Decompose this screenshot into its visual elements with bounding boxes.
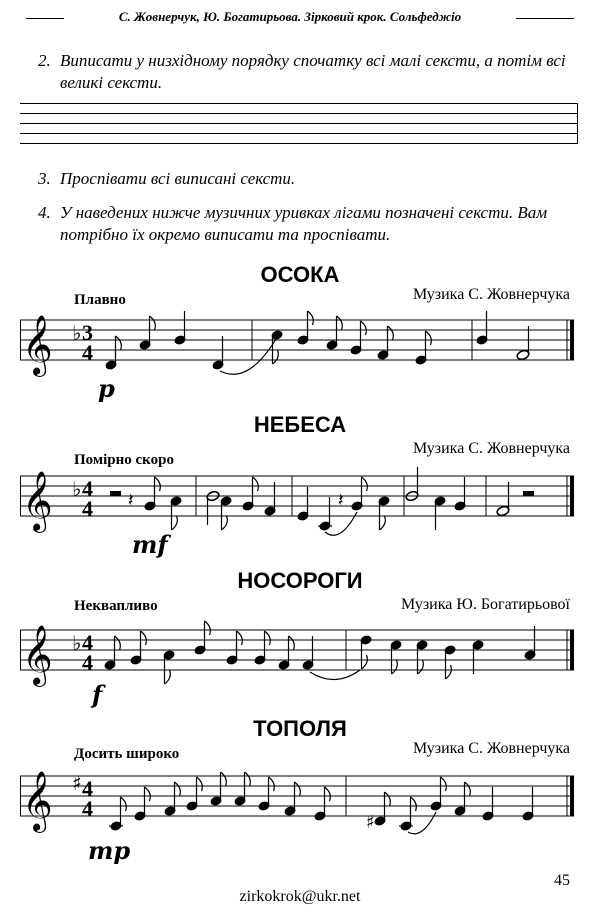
svg-text:♭: ♭ xyxy=(72,321,82,345)
page-number: 45 xyxy=(554,872,570,889)
header-rule-right xyxy=(516,18,574,19)
dynamic-marking: p xyxy=(98,374,115,403)
task-text: Проспівати всі виписані сексти. xyxy=(60,169,296,188)
svg-text:♭: ♭ xyxy=(72,477,82,501)
time-bottom: 4 xyxy=(82,650,93,675)
song-title: НОСОРОГИ xyxy=(237,568,363,593)
svg-text:𝄞: 𝄞 xyxy=(22,771,53,831)
music-staff-nebesa xyxy=(20,456,580,556)
header-rule-left xyxy=(26,18,64,19)
composer: Музика С. Жовнерчука xyxy=(412,740,570,757)
tempo-marking: Досить широко xyxy=(74,746,180,762)
page-header xyxy=(26,8,574,28)
task-text: У наведених нижче музичних уривках лігами позначені сексти. Вам потрібно їх окремо виписати та проспівати. xyxy=(60,203,548,244)
svg-text:♯: ♯ xyxy=(366,812,375,833)
music-staff-nosorohy xyxy=(20,610,580,710)
task-text: Виписати у низхідному порядку спочатку всі малі сексти, а потім всі великі сексти. xyxy=(60,51,566,92)
svg-text:𝄞: 𝄞 xyxy=(22,315,53,375)
time-bottom: 4 xyxy=(82,796,93,821)
composer: Музика С. Жовнерчука xyxy=(412,440,570,457)
svg-text:𝄽: 𝄽 xyxy=(128,490,134,511)
tempo-marking: Неквапливо xyxy=(74,598,158,614)
time-top: 4 xyxy=(82,476,93,501)
song-title: ТОПОЛЯ xyxy=(253,716,347,741)
task-3 xyxy=(38,168,570,190)
song-title: НЕБЕСА xyxy=(253,412,347,437)
time-bottom: 4 xyxy=(82,496,93,521)
svg-text:𝄞: 𝄞 xyxy=(22,471,53,531)
dynamic-marking: mf xyxy=(132,530,168,559)
time-top: 4 xyxy=(82,630,93,655)
svg-text:𝄽: 𝄽 xyxy=(338,490,344,511)
footer-email: zirkokrok@ukr.net xyxy=(239,888,361,905)
blank-staff xyxy=(20,103,578,147)
svg-text:♭: ♭ xyxy=(72,631,82,655)
time-bottom: 4 xyxy=(82,340,93,365)
dynamic-marking: f xyxy=(92,680,103,709)
composer: Музика Ю. Богатирьової xyxy=(401,596,570,613)
song-title: ОСОКА xyxy=(260,262,340,287)
task-number: 4. xyxy=(38,203,51,222)
tempo-marking: Плавно xyxy=(74,292,126,308)
time-top: 3 xyxy=(82,320,93,345)
time-top: 4 xyxy=(82,776,93,801)
header-title: С. Жовнерчук, Ю. Богатирьова. Зірковий крок. Сольфеджіо xyxy=(118,9,462,24)
composer: Музика С. Жовнерчука xyxy=(412,286,570,303)
dynamic-marking: mp xyxy=(88,836,131,865)
svg-text:♯: ♯ xyxy=(72,771,82,795)
task-number: 2. xyxy=(38,51,51,70)
task-number: 3. xyxy=(38,169,51,188)
tempo-marking: Помірно скоро xyxy=(74,452,174,468)
svg-text:𝄞: 𝄞 xyxy=(22,625,53,685)
task-2 xyxy=(38,50,570,94)
task-4 xyxy=(38,202,578,246)
